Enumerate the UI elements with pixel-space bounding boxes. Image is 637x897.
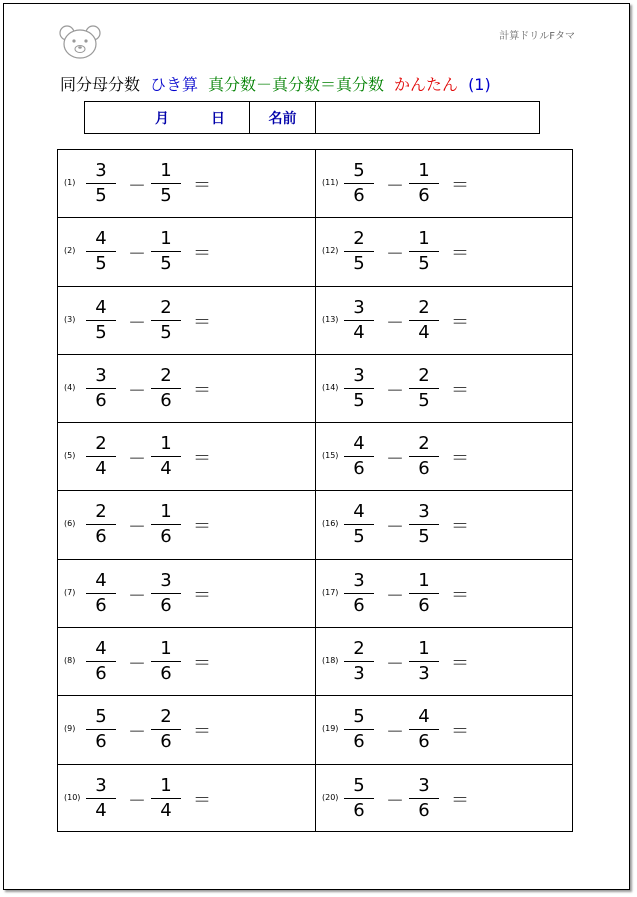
fraction-bar [151,524,181,525]
equals-sign: ＝ [193,448,211,470]
fraction-subtrahend [151,570,181,617]
numerator: 4 [95,296,107,318]
numerator: 3 [353,364,365,386]
problem-number: (4) [64,382,76,392]
day-label: 日 [211,110,225,127]
date-name-box [84,101,540,134]
fraction-subtrahend [151,638,181,685]
fraction-bar [86,320,116,321]
fraction-bar [344,798,374,799]
equals-sign: ＝ [451,243,469,265]
denominator: 5 [353,389,365,411]
date-field[interactable] [85,102,250,133]
equals-sign: ＝ [451,789,469,811]
numerator: 5 [95,706,107,728]
problem-number: (20) [322,792,339,802]
numerator: 5 [353,774,365,796]
problem-number: (17) [322,587,339,597]
fraction-bar [409,729,439,730]
denominator: 5 [160,321,172,343]
numerator: 3 [160,569,172,591]
fraction-minuend [86,297,116,344]
fraction-subtrahend [151,775,181,822]
problem-row [58,560,315,628]
minus-sign: － [386,790,404,812]
problem-row [58,765,315,833]
name-field[interactable] [316,102,539,133]
fraction-bar [344,320,374,321]
problem-number: (9) [64,724,76,734]
equals-sign: ＝ [451,311,469,333]
denominator: 3 [353,663,365,685]
minus-sign: － [128,585,146,607]
fraction-subtrahend [151,365,181,412]
fraction-bar [151,456,181,457]
denominator: 5 [418,526,430,548]
fraction-subtrahend [151,297,181,344]
fraction-minuend [86,501,116,548]
fraction-minuend [344,638,374,685]
denominator: 6 [418,458,430,480]
problem-number: (18) [322,656,339,666]
minus-sign: － [386,449,404,471]
fraction-minuend [86,433,116,480]
problem-row [316,765,573,833]
denominator: 6 [353,731,365,753]
fraction-minuend [86,638,116,685]
problem-number: (12) [322,246,339,256]
minus-sign: － [128,176,146,197]
problem-number: (1) [64,178,76,187]
numerator: 1 [160,501,172,523]
fraction-subtrahend [409,433,439,480]
denominator: 6 [418,185,430,206]
fraction-bar [409,183,439,184]
fraction-bar [344,729,374,730]
fraction-minuend [344,501,374,548]
problem-number: (11) [322,178,339,187]
problem-row [316,218,573,286]
fraction-subtrahend [151,501,181,548]
numerator: 4 [95,569,107,591]
fraction-bar [409,388,439,389]
numerator: 2 [95,433,107,455]
problem-row [58,150,315,218]
fraction-bar [86,729,116,730]
problem-column-left [58,150,315,831]
fraction-bar [409,251,439,252]
fraction-bar [86,798,116,799]
equals-sign: ＝ [193,175,211,196]
fraction-minuend [344,160,374,207]
equals-sign: ＝ [451,653,469,675]
fraction-subtrahend [409,501,439,548]
denominator: 6 [160,663,172,685]
numerator: 3 [95,160,107,181]
problem-number: (3) [64,314,76,324]
denominator: 6 [160,526,172,548]
numerator: 3 [95,774,107,796]
title-part-3: 真分数－真分数＝真分数 [208,75,385,94]
fraction-subtrahend [151,228,181,275]
denominator: 6 [95,731,107,753]
numerator: 1 [160,160,172,181]
problem-number: (13) [322,314,339,324]
minus-sign: － [128,790,146,812]
numerator: 3 [95,364,107,386]
denominator: 6 [95,526,107,548]
numerator: 2 [95,501,107,523]
denominator: 5 [160,253,172,275]
numerator: 2 [418,433,430,455]
numerator: 5 [353,160,365,181]
denominator: 6 [160,594,172,616]
numerator: 4 [95,638,107,660]
fraction-bar [409,593,439,594]
brand-label: 計算ドリルFタマ [499,31,575,42]
fraction-bar [344,456,374,457]
denominator: 5 [160,185,172,206]
minus-sign: － [128,654,146,676]
problem-row [58,696,315,764]
numerator: 5 [353,706,365,728]
fraction-minuend [344,706,374,753]
equals-sign: ＝ [193,516,211,538]
problem-row [58,218,315,286]
minus-sign: － [386,244,404,266]
numerator: 3 [418,774,430,796]
denominator: 6 [353,458,365,480]
fraction-bar [409,320,439,321]
numerator: 2 [353,638,365,660]
fraction-subtrahend [409,706,439,753]
numerator: 1 [160,774,172,796]
numerator: 2 [418,296,430,318]
denominator: 5 [418,389,430,411]
equals-sign: ＝ [451,379,469,401]
numerator: 3 [353,296,365,318]
fraction-bar [409,661,439,662]
numerator: 4 [353,433,365,455]
problem-number: (15) [322,451,339,461]
fraction-minuend [344,365,374,412]
problem-number: (8) [64,656,76,666]
fraction-minuend [86,160,116,207]
fraction-bar [86,183,116,184]
problem-number: (6) [64,519,76,529]
problem-row [58,628,315,696]
fraction-bar [86,456,116,457]
problem-number: (7) [64,587,76,597]
problem-row [316,696,573,764]
minus-sign: － [386,380,404,402]
fraction-bar [344,661,374,662]
fraction-bar [86,251,116,252]
problem-row [316,355,573,423]
minus-sign: － [128,722,146,744]
fraction-bar [151,661,181,662]
fraction-subtrahend [409,775,439,822]
fraction-bar [86,388,116,389]
denominator: 4 [353,321,365,343]
title-part-4: かんたん [394,75,459,94]
problem-number: (16) [322,519,339,529]
minus-sign: － [386,654,404,676]
numerator: 1 [418,160,430,181]
numerator: 1 [160,228,172,250]
numerator: 1 [418,638,430,660]
problem-row [316,423,573,491]
denominator: 6 [418,799,430,821]
fraction-bar [344,593,374,594]
problem-row [316,491,573,559]
problem-number: (2) [64,246,76,256]
numerator: 2 [160,296,172,318]
denominator: 3 [418,663,430,685]
fraction-minuend [86,775,116,822]
denominator: 4 [95,799,107,821]
fraction-subtrahend [409,228,439,275]
denominator: 6 [95,389,107,411]
fraction-minuend [344,433,374,480]
fraction-bar [151,320,181,321]
problem-row [58,355,315,423]
denominator: 6 [353,185,365,206]
denominator: 5 [95,253,107,275]
minus-sign: － [128,244,146,266]
fraction-minuend [86,228,116,275]
numerator: 3 [353,569,365,591]
fraction-bar [86,593,116,594]
fraction-bar [344,388,374,389]
fraction-minuend [344,228,374,275]
denominator: 4 [95,458,107,480]
minus-sign: － [128,517,146,539]
problem-row [316,287,573,355]
minus-sign: － [128,380,146,402]
denominator: 5 [95,321,107,343]
minus-sign: － [128,312,146,334]
problem-row [58,423,315,491]
denominator: 5 [95,185,107,206]
equals-sign: ＝ [193,789,211,811]
equals-sign: ＝ [451,448,469,470]
fraction-minuend [86,706,116,753]
fraction-minuend [344,297,374,344]
equals-sign: ＝ [193,379,211,401]
numerator: 2 [418,364,430,386]
equals-sign: ＝ [193,653,211,675]
fraction-subtrahend [409,570,439,617]
numerator: 4 [353,501,365,523]
equals-sign: ＝ [451,516,469,538]
numerator: 2 [353,228,365,250]
fraction-subtrahend [151,433,181,480]
fraction-subtrahend [409,638,439,685]
fraction-bar [86,661,116,662]
denominator: 6 [353,799,365,821]
fraction-subtrahend [409,160,439,207]
name-label: 名前 [250,102,316,133]
denominator: 5 [353,253,365,275]
denominator: 4 [160,458,172,480]
denominator: 6 [418,594,430,616]
denominator: 4 [418,321,430,343]
denominator: 6 [418,731,430,753]
fraction-bar [344,183,374,184]
minus-sign: － [386,585,404,607]
denominator: 4 [160,799,172,821]
fraction-subtrahend [409,297,439,344]
equals-sign: ＝ [451,175,469,196]
fraction-bar [409,524,439,525]
fraction-subtrahend [151,706,181,753]
equals-sign: ＝ [451,721,469,743]
fraction-bar [86,524,116,525]
minus-sign: － [386,722,404,744]
numerator: 2 [160,706,172,728]
fraction-bar [151,251,181,252]
problem-number: (5) [64,451,76,461]
fraction-subtrahend [151,160,181,207]
numerator: 4 [418,706,430,728]
fraction-bar [409,798,439,799]
fraction-bar [151,729,181,730]
problem-column-right [315,150,573,831]
title-part-2: ひき算 [150,75,199,94]
problem-row [58,287,315,355]
worksheet-title [60,72,501,95]
fraction-bar [151,593,181,594]
numerator: 1 [418,569,430,591]
denominator: 6 [160,731,172,753]
title-part-1: 同分母分数 [60,75,141,94]
equals-sign: ＝ [193,243,211,265]
numerator: 4 [95,228,107,250]
denominator: 5 [353,526,365,548]
problem-row [316,560,573,628]
denominator: 5 [418,253,430,275]
problem-row [316,628,573,696]
fraction-subtrahend [409,365,439,412]
fraction-minuend [86,570,116,617]
fraction-bar [344,524,374,525]
fraction-bar [151,798,181,799]
fraction-bar [409,456,439,457]
numerator: 1 [418,228,430,250]
fraction-bar [344,251,374,252]
problem-row [316,150,573,218]
fraction-bar [151,183,181,184]
numerator: 1 [160,638,172,660]
problem-number: (14) [322,382,339,392]
minus-sign: － [128,449,146,471]
title-part-5: (1) [468,75,491,94]
minus-sign: － [386,312,404,334]
bear-logo-icon [58,24,102,60]
problem-number: (10) [64,792,81,802]
equals-sign: ＝ [193,311,211,333]
fraction-minuend [344,570,374,617]
month-label: 月 [155,110,169,127]
numerator: 2 [160,364,172,386]
numerator: 3 [418,501,430,523]
minus-sign: － [386,517,404,539]
denominator: 6 [353,594,365,616]
equals-sign: ＝ [193,584,211,606]
problem-number: (19) [322,724,339,734]
equals-sign: ＝ [193,721,211,743]
denominator: 6 [95,663,107,685]
fraction-minuend [344,775,374,822]
denominator: 6 [160,389,172,411]
problem-row [58,491,315,559]
numerator: 1 [160,433,172,455]
minus-sign: － [386,176,404,197]
fraction-bar [151,388,181,389]
denominator: 6 [95,594,107,616]
equals-sign: ＝ [451,584,469,606]
fraction-minuend [86,365,116,412]
problem-grid [57,149,573,832]
